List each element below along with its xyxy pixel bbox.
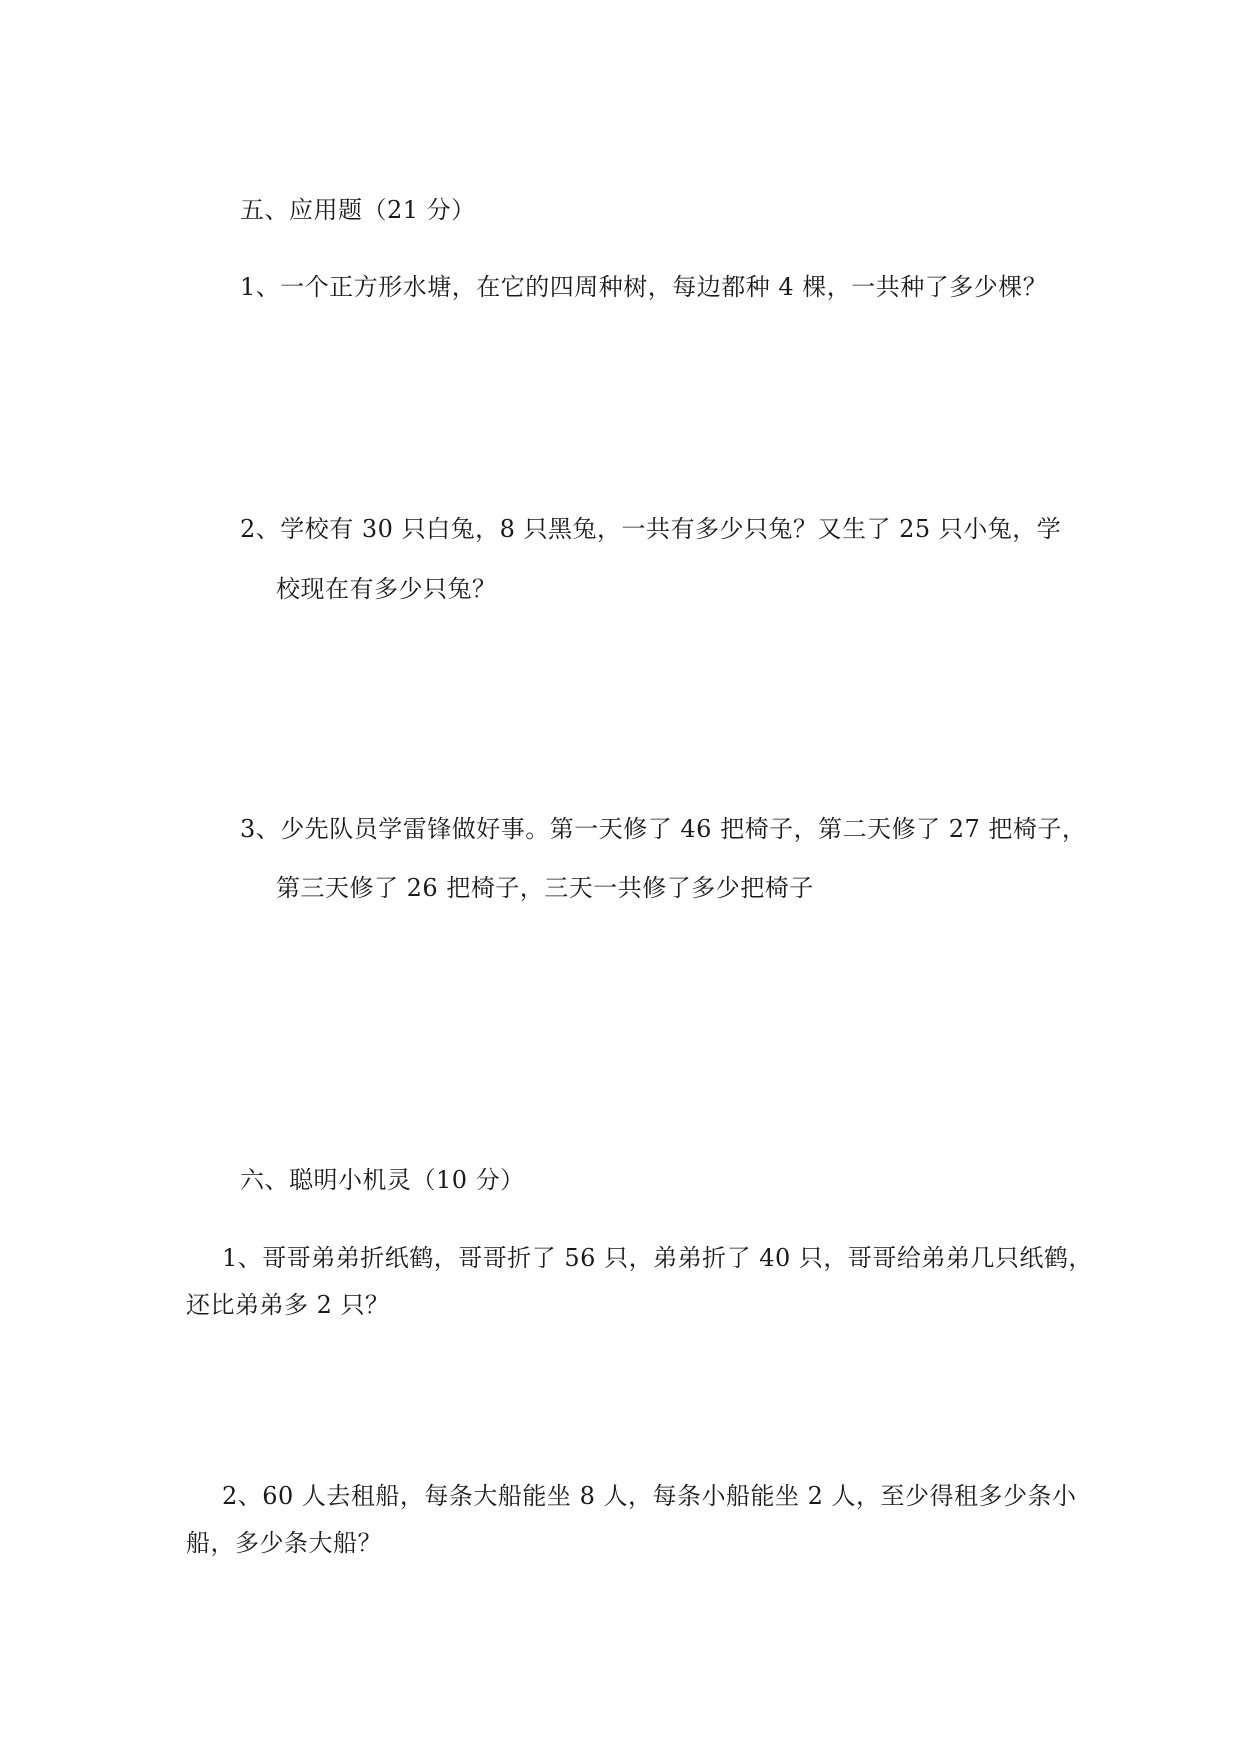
- question-6-2-line-2: 船，多少条大船？: [186, 1529, 382, 1557]
- question-6-1-line-1: 1、哥哥弟弟折纸鹤，哥哥折了 56 只，弟弟折了 40 只，哥哥给弟弟几只纸鹤，: [222, 1244, 1093, 1272]
- question-5-2-line-2: 校现在有多少只兔？: [276, 575, 497, 603]
- question-5-3-line-1: 3、少先队员学雷锋做好事。第一天修了 46 把椅子，第二天修了 27 把椅子，: [240, 815, 1087, 843]
- question-5-3-line-2: 第三天修了 26 把椅子，三天一共修了多少把椅子: [276, 874, 814, 902]
- section-5-heading: 五、应用题（21 分）: [240, 196, 476, 224]
- section-6-heading: 六、聪明小机灵（10 分）: [240, 1166, 525, 1194]
- question-5-1-line-1: 1、一个正方形水塘，在它的四周种树，每边都种 4 棵，一共种了多少棵？: [240, 273, 1048, 301]
- question-6-2-line-1: 2、60 人去租船，每条大船能坐 8 人，每条小船能坐 2 人，至少得租多少条小: [222, 1482, 1077, 1510]
- question-5-2-line-1: 2、学校有 30 只白兔，8 只黑兔，一共有多少只兔？又生了 25 只小兔，学: [240, 515, 1062, 543]
- question-6-1-line-2: 还比弟弟多 2 只？: [186, 1291, 390, 1319]
